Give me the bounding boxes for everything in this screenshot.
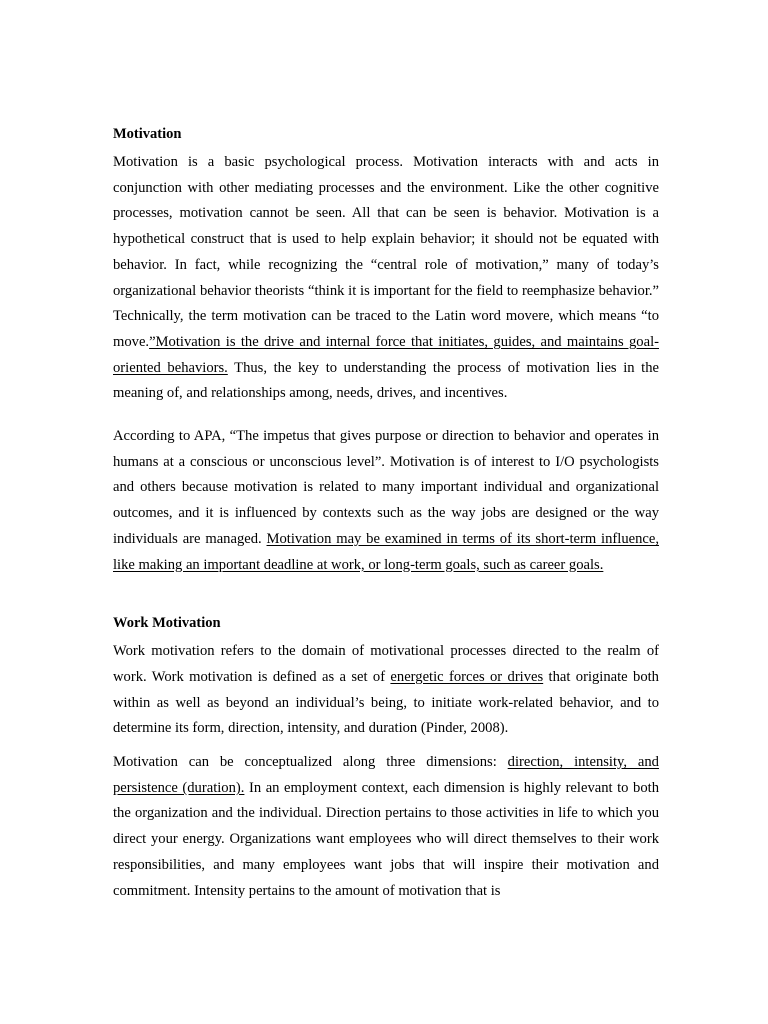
section-heading-work-motivation: Work Motivation [113,615,221,632]
paragraph-text: Motivation can be conceptualized along three dimensions: [113,754,508,771]
paragraph [113,639,659,742]
underlined-text: Motivation may be examined in terms of its short-term influence, like making an important deadline at work, or long-term goals, such as career goals. [113,530,659,573]
paragraph-text: Work motivation refers to the domain of motivational processes directed to the realm of work. Work motivation is defined as a set of [113,643,659,685]
paragraph-text: that originate both within as well as beyond an individual’s being, to initiate work-related behavior, and to determine its form, direction, intensity, and duration (Pinder, 2008). [113,668,659,737]
paragraph [113,750,659,904]
underlined-text: energetic forces or drives [390,668,544,685]
paragraph-text: According to APA, “The impetus that gives purpose or direction to behavior and operates in humans at a conscious or unconscious level”. Motivation is of interest to I/O psychologists and others because motivation is related to many important individual and organizational outcomes, and it is influenced by contexts such as the way jobs are designed or the way individuals are managed. [113,428,659,547]
paragraph [113,150,659,407]
paragraph-text: In an employment context, each dimension is highly relevant to both the organization and the individual. Direction pertains to those activities in life to which you direct your energy. Organizations want employees who will direct themselves to their work responsibilities, and many employees want jobs that will inspire their motivation and commitment. Intensity pertains to the amount of motivation that is [113,779,659,899]
underlined-text: direction, intensity, and persistence (duration). [113,754,659,796]
paragraph-text: Thus, the key to understanding the process of motivation lies in the meaning of, and relationships among, needs, drives, and incentives. [113,359,659,402]
paragraph [113,424,659,578]
paragraph-text: Motivation is a basic psychological process. Motivation interacts with and acts in conjunction with other mediating processes and the environment. Like the other cognitive processes, motivation cannot be seen. All that can be seen is behavior. Motivation is a hypothetical construct that is used to help explain behavior; it should not be equated with behavior. In fact, while recognizing the “central role of motivation,” many of today’s organizational behavior theorists “think it is important for the field to reemphasize behavior.” Technically, the term motivation can be traced to the Latin word movere, which means “to move. [113,154,659,350]
document-page [113,124,659,904]
section-heading-motivation: Motivation [113,126,182,142]
underlined-text: ”Motivation is the drive and internal force that initiates, guides, and maintains goal-oriented behaviors. [113,333,659,376]
